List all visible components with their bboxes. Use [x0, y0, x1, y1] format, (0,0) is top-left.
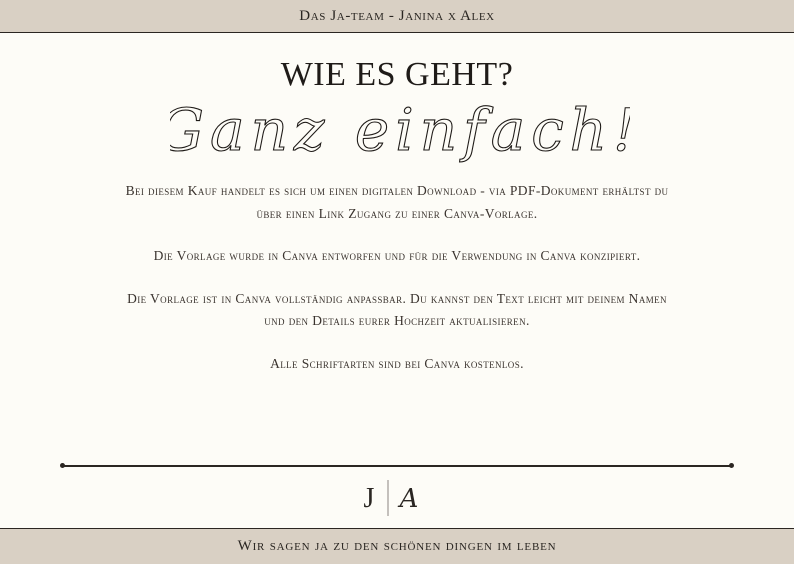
- script-heading-text: Ganz einfach!: [170, 96, 630, 164]
- footer-tagline: Wir sagen ja zu den schönen dingen im leben: [237, 538, 557, 554]
- divider: [60, 463, 734, 469]
- header-band: [0, 0, 794, 33]
- divider-dot-right: [729, 463, 734, 468]
- paragraph-4: Alle Schriftarten sind bei Canva kostenlos.: [270, 355, 524, 371]
- description: [120, 180, 674, 395]
- monogram: [347, 476, 447, 518]
- paragraph-1: Bei diesem Kauf handelt es sich um einen digitalen Download - via PDF-Dokument erhältst du über einen Link Zugang zu einer Canva-Vorlage.: [125, 183, 669, 221]
- script-heading: [170, 88, 630, 183]
- header-title: Das Ja-team - Janina x Alex: [299, 7, 495, 24]
- paragraph-2: Die Vorlage wurde in Canva entworfen und für die Verwendung in Canva konzipiert.: [153, 248, 641, 263]
- monogram-right-letter: A: [399, 484, 419, 514]
- monogram-left-letter: J: [363, 483, 375, 514]
- page-heading: WIE ES GEHT?: [280, 56, 514, 93]
- paragraph-3: Die Vorlage ist in Canva vollständig anpassbar. Du kannst den Text leicht mit deinem Namen und den Details eurer Hochzeit aktualisieren.: [127, 290, 667, 328]
- divider-line: [63, 465, 731, 467]
- footer-band: [0, 528, 794, 564]
